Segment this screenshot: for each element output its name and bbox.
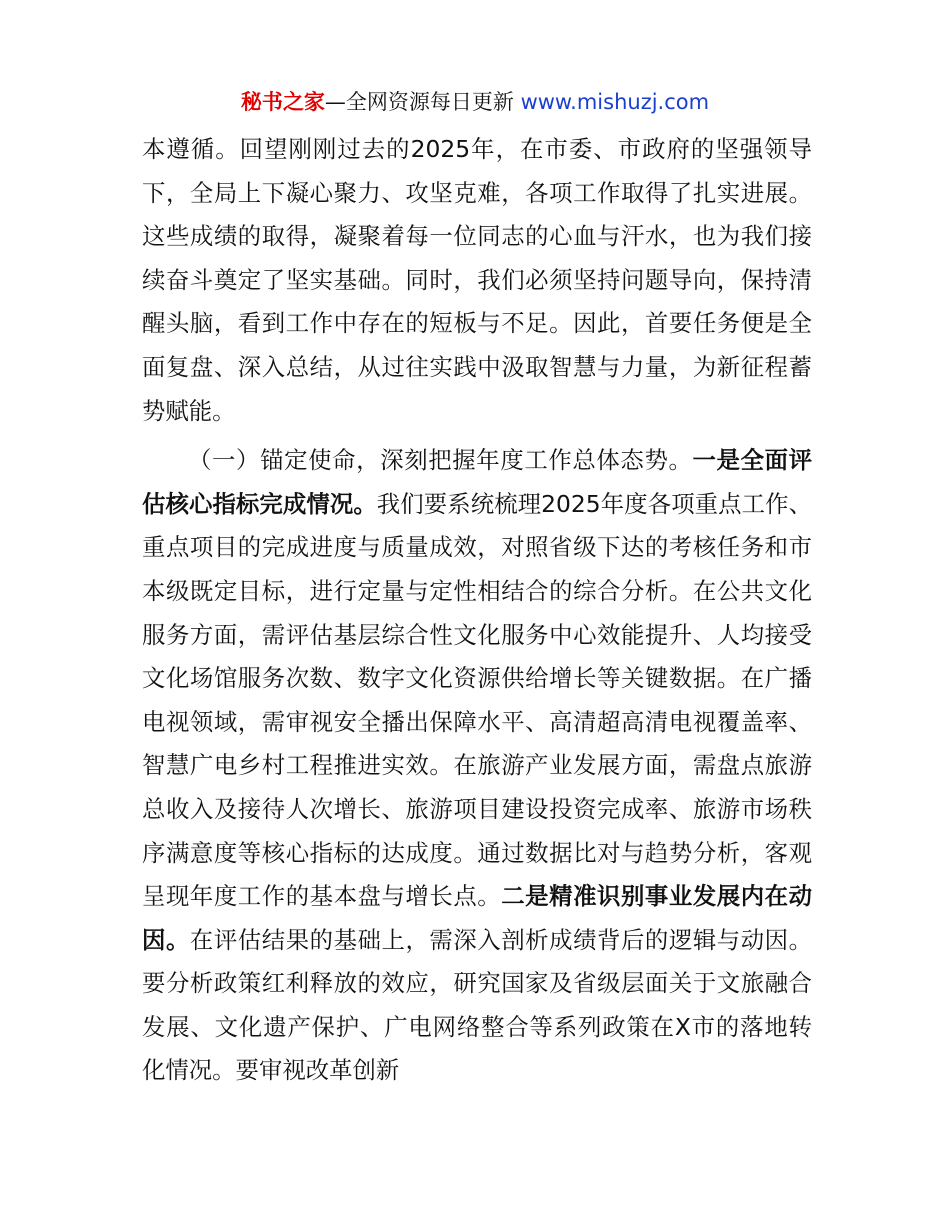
point-two-text: 在评估结果的基础上，需深入剖析成绩背后的逻辑与动因。要分析政策红利释放的效应，研究国家及省级层面关于文旅融合发展、文化遗产保护、广电网络整合等系列政策在X市的落地转化情况。要审视改革创新 bbox=[142, 925, 813, 1085]
document-body bbox=[142, 128, 812, 1093]
point-one-text: 我们要系统梳理2025年度各项重点工作、重点项目的完成进度与质量成效，对照省级下达的考核任务和市本级既定目标，进行定量与定性相结合的综合分析。在公共文化服务方面，需评估基层综合性文化服务中心效能提升、人均接受文化场馆服务次数、数字文化资源供给增长等关键数据。在广播电视领域，需审视安全播出保障水平、高清超高清电视覆盖率、智慧广电乡村工程推进实效。在旅游产业发展方面，需盘点旅游总收入及接待人次增长、旅游项目建设投资完成率、旅游市场秩序满意度等核心指标的达成度。通过数据比对与趋势分析，客观呈现年度工作的基本盘与增长点。 bbox=[142, 489, 812, 911]
paragraph-review: 本遵循。回望刚刚过去的2025年，在市委、市政府的坚强领导下，全局上下凝心聚力、攻坚克难，各项工作取得了扎实进展。这些成绩的取得，凝聚着每一位同志的心血与汗水，也为我们接续奋斗奠定了坚实基础。同时，我们必须坚持问题导向，保持清醒头脑，看到工作中存在的短板与不足。因此，首要任务便是全面复盘、深入总结，从过往实践中汲取智慧与力量，为新征程蓄势赋能。 bbox=[142, 135, 812, 425]
header-site-link[interactable]: www.mishuzj.com bbox=[520, 90, 710, 114]
paragraph-section-one bbox=[142, 439, 812, 1093]
page-header bbox=[0, 86, 950, 118]
section-one-intro: （一）锚定使命，深刻把握年度工作总体态势。 bbox=[188, 446, 693, 475]
point-two-title: 二是精准识别事业发展内在动因。 bbox=[142, 882, 813, 954]
header-tagline: —全网资源每日更新 bbox=[324, 90, 514, 114]
header-brand: 秘书之家 bbox=[240, 90, 325, 114]
point-one-title: 一是全面评估核心指标完成情况。 bbox=[142, 446, 813, 518]
